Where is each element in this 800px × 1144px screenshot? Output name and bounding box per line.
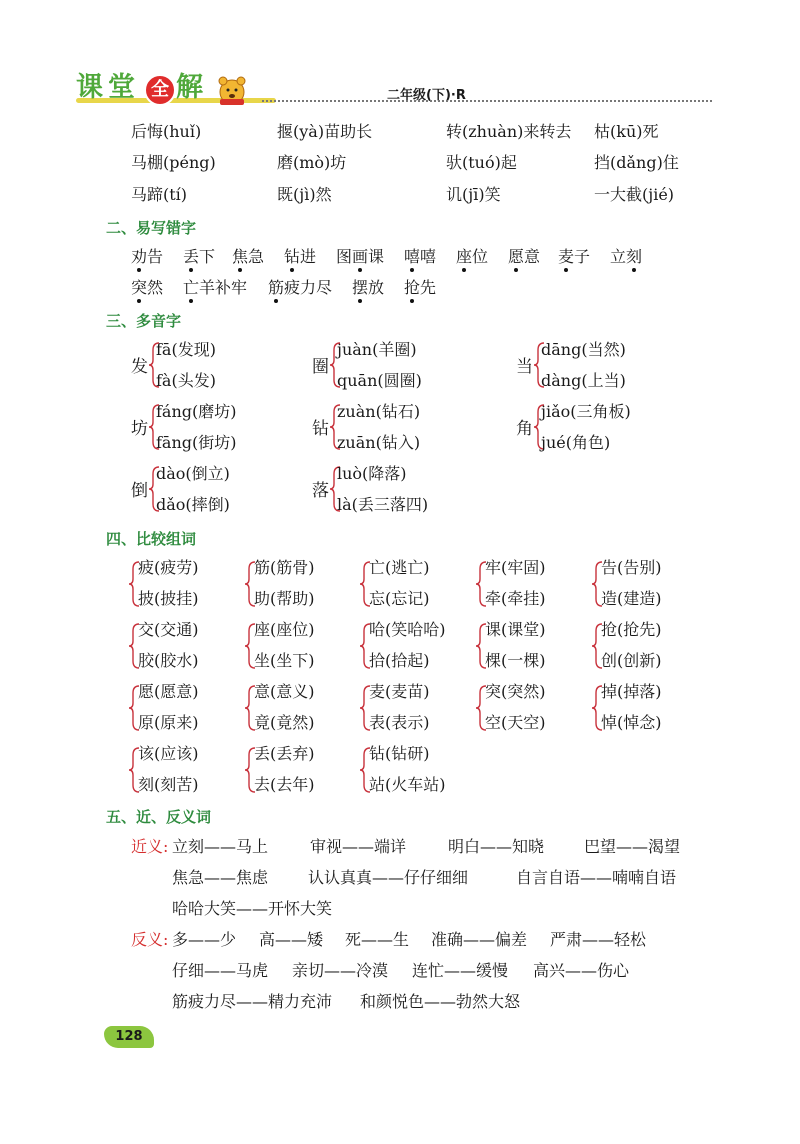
compare-word: 课(课堂)	[485, 620, 546, 639]
compare-word: 亡(逃亡)	[369, 558, 430, 577]
word-part: 放	[368, 278, 385, 297]
logo-char-4: 解	[176, 72, 203, 103]
pinyin-word: 磨(mò)坊	[277, 153, 347, 172]
polyphone-reading: là(丢三落四)	[337, 495, 429, 514]
compare-word: 交(交通)	[138, 620, 199, 639]
pinyin-word: 既(jì)然	[277, 185, 332, 204]
compare-word: 钻(钻研)	[369, 744, 430, 763]
emphasized-char: 亡	[183, 278, 200, 297]
mistake-word	[131, 278, 163, 298]
polyphone-char: 落	[312, 481, 329, 501]
mistake-word	[404, 278, 436, 298]
pinyin-word: 驮(tuó)起	[446, 153, 517, 172]
compare-word: 拾(拾起)	[369, 651, 430, 670]
polyphone-reading: jiǎo(三角板)	[541, 402, 631, 421]
emphasized-char: 抢	[404, 278, 421, 297]
emphasized-char: 摆	[352, 278, 369, 297]
logo-char-1: 课	[76, 72, 103, 103]
header-dotted-rule	[262, 100, 712, 102]
synonym-pair: 巴望——渴望	[584, 837, 681, 856]
mistake-word	[610, 247, 642, 267]
compare-word: 造(建造)	[601, 589, 662, 608]
compare-word: 披(披挂)	[138, 589, 199, 608]
polyphone-reading: fáng(磨坊)	[156, 402, 237, 421]
synonym-pair: 认认真真——仔仔细细	[308, 868, 469, 887]
logo-circle-char: 全	[144, 74, 176, 106]
compare-word: 表(表示)	[369, 713, 430, 732]
compare-word: 去(去年)	[254, 775, 315, 794]
compare-word: 助(帮助)	[254, 589, 315, 608]
antonym-pair: 多——少	[172, 930, 237, 949]
antonym-pair: 筋疲力尽——精力充沛	[172, 992, 333, 1011]
polyphone-reading: dǎo(摔倒)	[156, 495, 230, 514]
pinyin-word: 马蹄(tí)	[131, 185, 188, 204]
synonym-pair: 哈哈大笑——开怀大笑	[172, 899, 333, 918]
polyphone-char: 角	[516, 419, 533, 439]
emphasized-char: 劝	[131, 247, 148, 266]
compare-word: 疲(疲劳)	[138, 558, 199, 577]
emphasized-char: 焦	[232, 247, 249, 266]
compare-word: 竟(竟然)	[254, 713, 315, 732]
emphasized-char: 愿	[508, 247, 525, 266]
word-part: 进	[300, 247, 317, 266]
compare-word: 哈(笑哈哈)	[369, 620, 446, 639]
synonym-pair: 立刻——马上	[172, 837, 269, 856]
pinyin-word: 揠(yà)苗助长	[277, 122, 373, 141]
antonym-label: 反义:	[131, 930, 169, 949]
word-part: 嘻	[420, 247, 437, 266]
compare-word: 胶(胶水)	[138, 651, 199, 670]
word-part: 图	[336, 247, 353, 266]
compare-word: 站(火车站)	[369, 775, 446, 794]
polyphone-reading: dàng(上当)	[541, 371, 626, 390]
section-title-easy-mistakes: 二、易写错字	[106, 219, 197, 237]
emphasized-char: 筋	[268, 278, 285, 297]
synonym-label: 近义:	[131, 837, 169, 856]
word-part: 立	[610, 247, 627, 266]
synonym-pair: 自言自语——喃喃自语	[516, 868, 677, 887]
synonym-pair: 明白——知晓	[448, 837, 545, 856]
mistake-word	[336, 247, 384, 267]
emphasized-char: 座	[456, 247, 473, 266]
word-part: 急	[248, 247, 265, 266]
compare-word: 忘(忘记)	[369, 589, 430, 608]
pinyin-word: 枯(kū)死	[594, 122, 659, 141]
compare-word: 空(天空)	[485, 713, 546, 732]
mistake-word	[456, 247, 488, 267]
polyphone-char: 圈	[312, 357, 329, 377]
compare-word: 丢(丢弃)	[254, 744, 315, 763]
mistake-word	[508, 247, 540, 267]
word-part: 子	[574, 247, 591, 266]
emphasized-char: 嘻	[404, 247, 421, 266]
polyphone-reading: dāng(当然)	[541, 340, 626, 359]
compare-word: 创(创新)	[601, 651, 662, 670]
word-part: 告	[147, 247, 164, 266]
compare-word: 牢(牢固)	[485, 558, 546, 577]
synonym-pair: 审视——端详	[310, 837, 407, 856]
bear-mascot-icon	[214, 72, 250, 106]
emphasized-char: 突	[131, 278, 148, 297]
compare-word: 掉(掉落)	[601, 682, 662, 701]
emphasized-char: 丢	[183, 247, 200, 266]
polyphone-reading: fāng(街坊)	[156, 433, 237, 452]
pinyin-word: 讥(jī)笑	[446, 185, 501, 204]
emphasized-char: 麦	[558, 247, 575, 266]
mistake-word	[183, 278, 247, 298]
polyphone-reading: jué(角色)	[541, 433, 611, 452]
pinyin-word: 马棚(péng)	[131, 153, 216, 172]
emphasized-char: 画	[352, 247, 369, 266]
word-part: 然	[147, 278, 164, 297]
pinyin-word: 转(zhuàn)来转去	[446, 122, 572, 141]
polyphone-reading: fà(头发)	[156, 371, 216, 390]
antonym-pair: 高兴——伤心	[533, 961, 630, 980]
compare-word: 突(突然)	[485, 682, 546, 701]
page-number: 128	[104, 1026, 154, 1048]
antonym-pair: 严肃——轻松	[550, 930, 647, 949]
emphasized-char: 刻	[626, 247, 643, 266]
compare-word: 告(告别)	[601, 558, 662, 577]
word-part: 课	[368, 247, 385, 266]
compare-word: 愿(愿意)	[138, 682, 199, 701]
antonym-pair: 和颜悦色——勃然大怒	[360, 992, 521, 1011]
mistake-word	[284, 247, 316, 267]
mistake-word	[131, 247, 163, 267]
word-part: 位	[472, 247, 489, 266]
antonym-pair: 死——生	[345, 930, 410, 949]
compare-word: 悼(悼念)	[601, 713, 662, 732]
compare-word: 牵(牵挂)	[485, 589, 546, 608]
polyphone-reading: zuàn(钻石)	[337, 402, 421, 421]
polyphone-char: 钻	[312, 419, 329, 439]
mistake-word	[404, 247, 436, 267]
section-title-compare-words: 四、比较组词	[106, 530, 197, 548]
polyphone-reading: juàn(羊圈)	[337, 340, 417, 359]
polyphone-char: 发	[131, 357, 148, 377]
compare-word: 原(原来)	[138, 713, 199, 732]
polyphone-reading: dào(倒立)	[156, 464, 230, 483]
compare-word: 坐(坐下)	[254, 651, 315, 670]
word-part: 疲力尽	[284, 278, 333, 297]
book-logo	[76, 72, 266, 108]
polyphone-reading: quān(圆圈)	[337, 371, 422, 390]
mistake-word	[352, 278, 384, 298]
section-title-synonyms-antonyms: 五、近、反义词	[106, 808, 212, 826]
pinyin-word: 一大截(jié)	[594, 185, 675, 204]
compare-word: 意(意义)	[254, 682, 315, 701]
logo-char-2: 堂	[108, 72, 135, 103]
polyphone-reading: fā(发现)	[156, 340, 216, 359]
synonym-pair: 焦急——焦虑	[172, 868, 269, 887]
polyphone-reading: luò(降落)	[337, 464, 407, 483]
mistake-word	[268, 278, 332, 298]
word-part: 下	[199, 247, 216, 266]
grade-label: 二年级(下)·R	[387, 88, 466, 103]
word-part: 意	[524, 247, 541, 266]
section-title-polyphones: 三、多音字	[106, 312, 182, 330]
antonym-pair: 准确——偏差	[431, 930, 528, 949]
compare-word: 麦(麦苗)	[369, 682, 430, 701]
compare-word: 座(座位)	[254, 620, 315, 639]
emphasized-char: 钻	[284, 247, 301, 266]
pinyin-word: 后悔(huǐ)	[131, 122, 202, 141]
compare-word: 该(应该)	[138, 744, 199, 763]
compare-word: 筋(筋骨)	[254, 558, 315, 577]
polyphone-char: 当	[516, 357, 533, 377]
compare-word: 抢(抢先)	[601, 620, 662, 639]
polyphone-char: 倒	[131, 481, 148, 501]
mistake-word	[183, 247, 215, 267]
mistake-word	[558, 247, 590, 267]
polyphone-char: 坊	[131, 419, 148, 439]
word-part: 先	[420, 278, 437, 297]
compare-word: 棵(一棵)	[485, 651, 546, 670]
antonym-pair: 高——矮	[259, 930, 324, 949]
antonym-pair: 仔细——马虎	[172, 961, 269, 980]
antonym-pair: 连忙——缓慢	[412, 961, 509, 980]
antonym-pair: 亲切——冷漠	[292, 961, 389, 980]
mistake-word	[232, 247, 264, 267]
polyphone-reading: zuān(钻入)	[337, 433, 421, 452]
compare-word: 刻(刻苦)	[138, 775, 199, 794]
word-part: 羊补牢	[199, 278, 248, 297]
pinyin-word: 挡(dǎng)住	[594, 153, 679, 172]
